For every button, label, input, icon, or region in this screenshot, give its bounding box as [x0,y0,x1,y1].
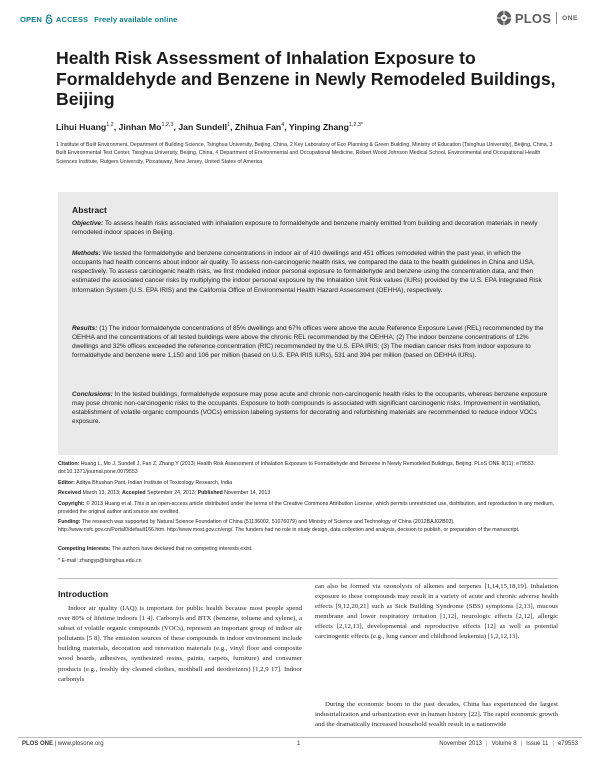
introduction-heading: Introduction [58,589,109,599]
abstract-results [72,324,548,361]
footer-volume: Volume 8 [491,741,517,747]
dates [58,490,558,498]
footer-issue-info [439,741,578,747]
footer-sep: | [486,741,488,747]
results-label: Results: [72,325,98,332]
author-name: Jan Sundell [178,122,228,132]
competing-interests [58,546,558,554]
objective-text: To assess health risks associated with inhalation exposure to formaldehyde and benzene mainly emitted from building and decoration materials in newly remodeled indoor spaces in Beijing. [72,220,538,237]
editor-label: Editor: [58,480,75,486]
conclusions-text: In the tested buildings, formaldehyde exposure may pose acute and chronic non-carcinogenic health risks to the occupants, whereas benzene exposure may pose chronic non-carcinogenic risks to the occupants. Exposure to both compounds is associated with significant carcinogenic risks. Improvement in ventilation, establishment of volatile organic compounds (VOCs) emission labeling systems for decorating and refurbishing materials are recommended to reduce indoor VOCs exposure. [72,391,548,426]
author-affiliation-mark: 1,2 [106,122,114,129]
plos-logo-icon [496,10,512,26]
received-date: March 13, 2013; [82,490,121,496]
footer-date: November 2013 [439,741,482,747]
editor [58,480,558,488]
footer-url[interactable]: www.plosone.org [57,741,104,747]
intro-paragraph-continued: can also be formed via ozonolysis of alkenes and terpenes [1,14,15,18,19]. Inhalation exposure to these compounds may result in a variety of acute and chronic adverse health effects [9,12,20,21] such as Sick Building Syndrome (SBS) symptoms [2,13], mucous membrane and lower respiratory irritation [1,12], neurologic effects [2,12], allergic effects [2,12,13], developmental and reproductive effects [12] as well as potential carcinogenic effects (e.g., lung cancer and childhood leukemia) [1,2,12,13]. [315,583,558,641]
logo-divider [556,12,557,24]
footer-issue: Issue 11 [526,741,549,747]
article-title: Health Risk Assessment of Inhalation Exposure to Formaldehyde and Benzene in Newly Remodeled Buildings, Beijing [56,48,556,109]
author-name: Zhihua Fan [234,122,282,132]
author-name: Yinping Zhang [288,122,349,132]
author-affiliation-mark: 1 [227,122,231,129]
intro-paragraph: During the economic boom in the past decades, China has experienced the largest industrialization and urbanization ever in human history [22]. The rapid economic growth and the dramatically increased household wealth result in a nationwide [315,701,558,729]
published-date: November 14, 2013 [224,490,271,496]
copyright [58,501,558,516]
copyright-text: © 2013 Huang et al. This is an open-access article distributed under the terms of the Creative Commons Attribution License, which permits unrestricted use, distribution, and reproduction in any medium, provided the original author and source are credited. [58,501,555,515]
intro-paragraph: Indoor air quality (IAQ) is important for public health because most people spend over 80% of lifetime indoors [1 4]. Carbonyls and BTX (benzene, toluene and xylene), a subset of volatile organic compounds (VOCs), represent an important group of indoor air pollutants [5 8]. The emission sources of these compounds in indoor environment include building materials, decoration and renovation materials (e.g., vinyl floor and composite wood boards, adhesives, synthesized resins, paints, carpets, furniture) and consumer products (e.g., freshly dry cleaned clothes, mothball and deodorizers) [1,2,9 17]. Indoor carbonyls [58,605,302,683]
abstract-heading: Abstract [72,205,107,215]
citation [58,461,558,476]
accepted-date: September 24, 2013; [147,490,197,496]
abstract-methods [72,249,548,295]
methods-text: We tested the formaldehyde and benzene concentrations in indoor air of 410 dwellings and 451 offices remodeled within the past year, in which the occupants had health concerns about indoor air quality. To assess non-carcinogenic health risks, we compared the data to the health guidelines in China and USA, respectively. To assess carcinogenic health risks, we first modeled indoor personal exposure to formaldehyde and benzene using the concentration data, and then estimated the associated cancer risks by multiplying the indoor personal exposure by the Inhalation Unit Risk values (IURs) provided by the U.S. EPA Integrated Risk Information System (U.S. EPA IRIS) and the California Office of Environmental Health Hazard Assessment (OEHHA), respectively. [72,250,542,294]
author-name: Jinhan Mo [118,122,162,132]
author-name: Lihui Huang [56,122,107,132]
funding [58,519,558,534]
accepted-label: Accepted [121,490,146,496]
journal-logo [496,8,578,28]
divider [58,578,558,579]
footer-sep: | [54,741,57,747]
objective-label: Objective: [72,220,104,227]
open-access-label: OPEN [20,14,42,24]
author-affiliation-mark: 1,2,3 [161,122,174,129]
conclusions-label: Conclusions: [72,391,113,398]
author-list: Lihui Huang$^{1,2}$, Jinhan Mo$^{1,2,3}$, Jan Sundell$^1$, Zhihua Fan$^4$, Yinping Zhang$^{1,2,3*}$ [56,122,364,132]
affiliations: 1 Institute of Built Environment, Department of Building Science, Tsinghua University, Beijing, China, 2 Key Laboratory of Eco Planning & Green Building, Ministry of Education (Tsinghua University), Beijing, China, 3 Built Environmental Test Center, Tsinghua University, Beijing, China, 4 Department of Environmental and Occupational Medicine, Robert Wood Johnson Medical School, Environmental and Occupational Health Sciences Institute, Rutgers University, Piscataway, New Jersey, United States of America [56,142,553,165]
abstract-conclusions [72,390,548,427]
author-affiliation-mark: 4 [281,122,285,129]
results-text: (1) The indoor formaldehyde concentrations of 85% dwellings and 67% offices were above the acute Reference Exposure Level (REL) recommended by the OEHHA and the concentrations of all tested buildings were above the chronic REL recommended by the OEHHA; (2) The indoor benzene concentrations of 12% dwellings and 32% offices exceeded the reference concentration (RfC) recommended by the U.S. EPA IRIS; (3) The median cancer risks from indoor exposure to formaldehyde and benzene were 1,150 and 106 per million (based on U.S. EPA IRIS IURs), 531 and 394 per million (based on OEHHA IURs). [72,325,544,360]
corresponding-email[interactable]: * E-mail: zhangyp@tsinghua.edu.cn [58,558,142,564]
received-label: Received [58,490,82,496]
access-label: ACCESS [55,14,89,24]
footer-journal [22,741,104,747]
journal-name: PLOS [514,10,552,26]
footer-divider [18,737,582,738]
published-label: Published [197,490,223,496]
author-affiliation-mark: 1,2,3* [348,122,364,129]
editor-text: Aditya Bhushan Pant, Indian Institute of Toxicology Research, India [76,480,233,486]
citation-text: Huang L, Mo J, Sundell J, Fan Z, Zhang Y (2013) Health Risk Assessment of Inhalation Exposure to Formaldehyde and Benzene in Newly Remodeled Buildings, Beijing. PLoS ONE 8(11): e79553. doi:10.1371/journal.pone.0079553 [58,461,536,475]
methods-label: Methods: [72,250,101,257]
funding-text: The research was supported by Natural Science Foundation of China (51136002, 51076079) and Ministry of Science and Technology of China (2012BAJ02B03). http://www.nsfc.gov.cn/Portal0/default166.htm. http://www.most.gov.cn/eng/. The funders had no role in study design, data collection and analysis, decision to publish, or preparation of the manuscript. [58,519,520,533]
funding-label: Funding: [58,519,81,525]
page-number: 1 [297,741,301,747]
abstract-objective [72,219,548,237]
free-online-label: Freely available online [94,14,178,24]
open-access-banner [20,12,178,26]
copyright-label: Copyright: [58,501,85,507]
footer-article-id: e79553 [557,741,578,747]
citation-label: Citation: [58,461,80,467]
competing-text: The authors have declared that no competing interests exist. [111,546,253,552]
journal-sub: ONE [562,14,578,22]
footer-sep: | [520,741,523,747]
open-lock-icon [45,14,53,24]
footer-sep: | [552,741,554,747]
competing-label: Competing Interests: [58,546,111,552]
footer-journal-name: PLOS ONE [22,741,54,747]
